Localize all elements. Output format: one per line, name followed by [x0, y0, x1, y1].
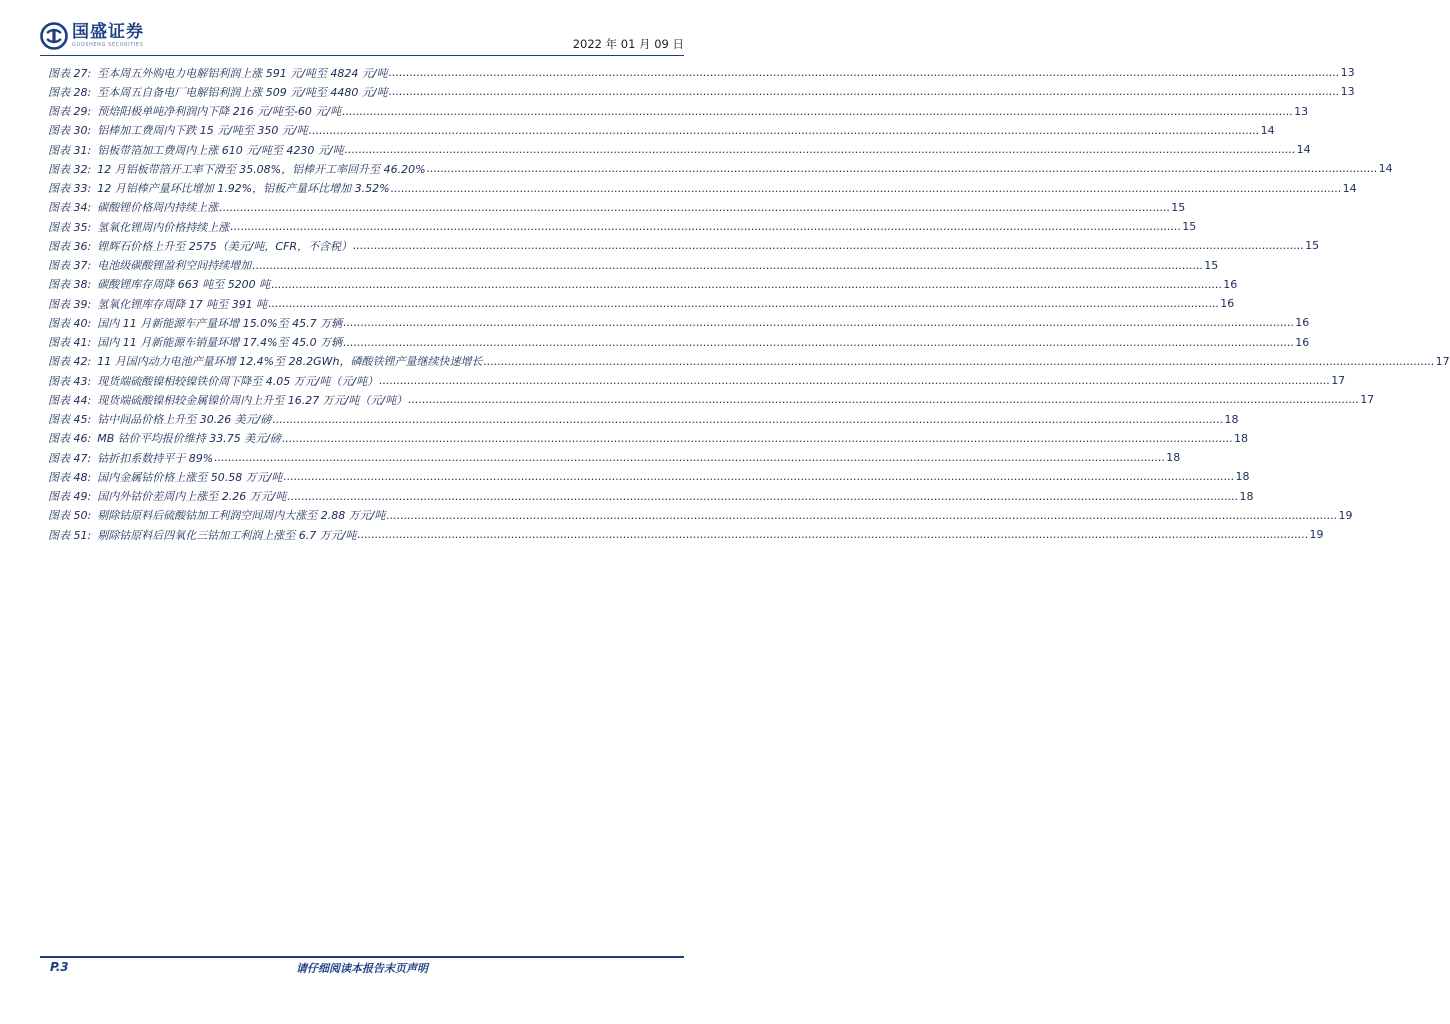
- toc-figure-title: 电池级碳酸锂盈利空间持续增加: [97, 259, 252, 273]
- toc-figure-label: 图表 35:: [48, 220, 92, 234]
- toc-figure-title: 国内 11 月新能源车产量环增 15.0%至 45.7 万辆: [97, 316, 343, 330]
- toc-page-number: 18: [1224, 412, 1239, 426]
- toc-entry[interactable]: [48, 140, 1311, 159]
- toc-dot-leader: [282, 432, 1233, 445]
- toc-page-number: 15: [1182, 220, 1197, 234]
- toc-figure-label: 图表 47:: [48, 451, 92, 465]
- toc-entry[interactable]: [48, 448, 1181, 467]
- toc-figure-label: 图表 50:: [48, 509, 92, 523]
- toc-figure-title: 剔除钴原料后硫酸钴加工利润空间周内大涨至 2.88 万元/吨: [97, 509, 386, 523]
- toc-figure-label: 图表 33:: [48, 182, 92, 196]
- toc-entry[interactable]: [48, 217, 1197, 236]
- toc-page-number: 16: [1223, 277, 1238, 291]
- toc-figure-title: 现货端硫酸镍相较镍铁价周下降至 4.05 万元/吨（元/吨）: [97, 374, 379, 388]
- toc-figure-title: 钴折扣系数持平于 89%: [97, 451, 214, 465]
- toc-figure-label: 图表 34:: [48, 201, 92, 215]
- toc-dot-leader: [272, 413, 1223, 426]
- toc-figure-label: 图表 31:: [48, 143, 92, 157]
- toc-figure-title: MB 钴价平均报价维持 33.75 美元/磅: [97, 432, 281, 446]
- toc-entry[interactable]: [48, 467, 1250, 486]
- toc-entry[interactable]: [48, 179, 1357, 198]
- footer-divider: [40, 956, 684, 958]
- toc-dot-leader: [391, 182, 1342, 195]
- page-header: [40, 20, 684, 54]
- toc-dot-leader: [379, 374, 1330, 387]
- toc-dot-leader: [283, 470, 1234, 483]
- toc-dot-leader: [389, 85, 1340, 98]
- toc-dot-leader: [268, 297, 1219, 310]
- toc-figure-title: 至本周五自备电厂电解铝利润上涨 509 元/吨至 4480 元/吨: [97, 85, 388, 99]
- toc-page-number: 13: [1294, 104, 1309, 118]
- toc-page-number: 16: [1295, 316, 1310, 330]
- toc-entry[interactable]: [48, 121, 1275, 140]
- toc-page-number: 18: [1235, 470, 1250, 484]
- toc-figure-label: 图表 40:: [48, 316, 92, 330]
- toc-figure-title: 剔除钴原料后四氧化三钴加工利润上涨至 6.7 万元/吨: [97, 528, 357, 542]
- toc-figure-label: 图表 32:: [48, 162, 92, 176]
- toc-figure-title: 铝棒加工费周内下跌 15 元/吨至 350 元/吨: [97, 124, 308, 138]
- toc-figure-title: 碳酸锂价格周内持续上涨: [97, 201, 219, 215]
- toc-figure-title: 国内 11 月新能源车销量环增 17.4%至 45.0 万辆: [97, 336, 343, 350]
- toc-figure-title: 碳酸锂库存周降 663 吨至 5200 吨: [97, 278, 271, 292]
- toc-entry[interactable]: [48, 102, 1309, 121]
- toc-page-number: 16: [1295, 335, 1310, 349]
- toc-page-number: 14: [1296, 143, 1311, 157]
- logo-english-text: GUOSHENG SECURITIES: [72, 42, 144, 48]
- toc-figure-title: 锂辉石价格上升至 2575（美元/吨，CFR，不含税）: [97, 239, 353, 253]
- logo-chinese-text: 国盛证券: [72, 22, 144, 42]
- toc-figure-title: 国内外钴价差周内上涨至 2.26 万元/吨: [97, 490, 287, 504]
- toc-entry[interactable]: [48, 429, 1249, 448]
- toc-figure-title: 现货端硫酸镍相较金属镍价周内上升至 16.27 万元/吨（元/吨）: [97, 393, 408, 407]
- toc-page-number: 15: [1171, 200, 1186, 214]
- toc-page-number: 18: [1166, 451, 1181, 465]
- toc-page-number: 15: [1305, 239, 1320, 253]
- toc-dot-leader: [353, 239, 1304, 252]
- toc-dot-leader: [309, 124, 1260, 137]
- guosheng-logo-icon: [40, 22, 68, 50]
- toc-dot-leader: [219, 201, 1170, 214]
- toc-figure-label: 图表 41:: [48, 336, 92, 350]
- toc-figure-title: 预焙阳极单吨净利润内下降 216 元/吨至-60 元/吨: [97, 105, 342, 119]
- toc-page-number: 17: [1435, 354, 1450, 368]
- footer-disclaimer: 请仔细阅读本报告末页声明: [296, 962, 428, 975]
- toc-dot-leader: [484, 355, 1435, 368]
- toc-entry[interactable]: [48, 487, 1254, 506]
- toc-page-number: 19: [1309, 528, 1324, 542]
- page-number: P.3: [50, 960, 69, 974]
- toc-figure-title: 12 月铝棒产量环比增加 1.92%，铝板产量环比增加 3.52%: [97, 182, 390, 196]
- toc-figure-label: 图表 30:: [48, 124, 92, 138]
- toc-figure-title: 11 月国内动力电池产量环增 12.4%至 28.2GWh，磷酸铁锂产量继续快速增长: [97, 355, 483, 369]
- toc-entry[interactable]: [48, 390, 1375, 409]
- toc-dot-leader: [287, 490, 1238, 503]
- toc-figure-label: 图表 38:: [48, 278, 92, 292]
- toc-figure-label: 图表 48:: [48, 470, 92, 484]
- toc-figure-label: 图表 49:: [48, 490, 92, 504]
- toc-figure-title: 氢氧化锂周内价格持续上涨: [97, 220, 230, 234]
- toc-entry[interactable]: [48, 198, 1186, 217]
- toc-page-number: 13: [1340, 66, 1355, 80]
- toc-dot-leader: [386, 509, 1337, 522]
- toc-figure-label: 图表 43:: [48, 374, 92, 388]
- report-date: 2022 年 01 月 09 日: [572, 37, 684, 51]
- toc-figure-title: 国内金属钴价格上涨至 50.58 万元/吨: [97, 470, 283, 484]
- toc-figure-label: 图表 51:: [48, 528, 92, 542]
- toc-page-number: 19: [1338, 508, 1353, 522]
- toc-entry[interactable]: [48, 352, 1450, 371]
- toc-entry[interactable]: [48, 63, 1355, 82]
- toc-dot-leader: [343, 336, 1294, 349]
- toc-entry[interactable]: [48, 294, 1235, 313]
- toc-figure-label: 图表 39:: [48, 297, 92, 311]
- toc-dot-leader: [230, 220, 1181, 233]
- toc-page-number: 17: [1331, 374, 1346, 388]
- toc-figure-label: 图表 46:: [48, 432, 92, 446]
- toc-figure-title: 铝板带箔加工费周内上涨 610 元/吨至 4230 元/吨: [97, 143, 344, 157]
- toc-figure-label: 图表 29:: [48, 105, 92, 119]
- toc-page-number: 14: [1342, 181, 1357, 195]
- toc-entry[interactable]: [48, 275, 1238, 294]
- toc-page-number: 16: [1220, 297, 1235, 311]
- toc-page-number: 18: [1239, 489, 1254, 503]
- toc-entry[interactable]: [48, 82, 1355, 101]
- toc-dot-leader: [343, 316, 1294, 329]
- toc-entry[interactable]: [48, 525, 1324, 544]
- toc-figure-label: 图表 27:: [48, 66, 92, 80]
- toc-figure-title: 12 月铝板带箔开工率下滑至 35.08%，铝棒开工率回升至 46.20%: [97, 162, 426, 176]
- toc-dot-leader: [408, 393, 1359, 406]
- company-logo: [40, 22, 144, 50]
- header-divider: [40, 55, 684, 56]
- toc-figure-label: 图表 28:: [48, 85, 92, 99]
- toc-dot-leader: [357, 528, 1308, 541]
- toc-figure-label: 图表 44:: [48, 393, 92, 407]
- toc-entry[interactable]: [48, 333, 1310, 352]
- toc-dot-leader: [252, 259, 1203, 272]
- toc-entry[interactable]: [48, 256, 1219, 275]
- toc-page-number: 18: [1234, 431, 1249, 445]
- toc-dot-leader: [342, 105, 1293, 118]
- toc-page-number: 13: [1340, 85, 1355, 99]
- toc-page-number: 15: [1204, 258, 1219, 272]
- toc-figure-label: 图表 42:: [48, 355, 92, 369]
- toc-dot-leader: [214, 451, 1165, 464]
- toc-dot-leader: [389, 66, 1340, 79]
- toc-entry[interactable]: [48, 236, 1320, 255]
- toc-dot-leader: [427, 162, 1378, 175]
- toc-page-number: 17: [1360, 393, 1375, 407]
- toc-entry[interactable]: [48, 506, 1353, 525]
- toc-entry[interactable]: [48, 313, 1310, 332]
- toc-figure-label: 图表 37:: [48, 259, 92, 273]
- figure-index-list: [48, 63, 1450, 544]
- toc-dot-leader: [345, 143, 1296, 156]
- toc-page-number: 14: [1378, 162, 1393, 176]
- toc-figure-title: 至本周五外购电力电解铝利润上涨 591 元/吨至 4824 元/吨: [97, 66, 388, 80]
- toc-figure-title: 钴中间品价格上升至 30.26 美元/磅: [97, 413, 272, 427]
- toc-page-number: 14: [1260, 123, 1275, 137]
- toc-entry[interactable]: [48, 371, 1346, 390]
- toc-entry[interactable]: [48, 159, 1393, 178]
- toc-entry[interactable]: [48, 410, 1239, 429]
- toc-figure-title: 氢氧化锂库存周降 17 吨至 391 吨: [97, 297, 268, 311]
- toc-dot-leader: [271, 278, 1222, 291]
- toc-figure-label: 图表 45:: [48, 413, 92, 427]
- toc-figure-label: 图表 36:: [48, 239, 92, 253]
